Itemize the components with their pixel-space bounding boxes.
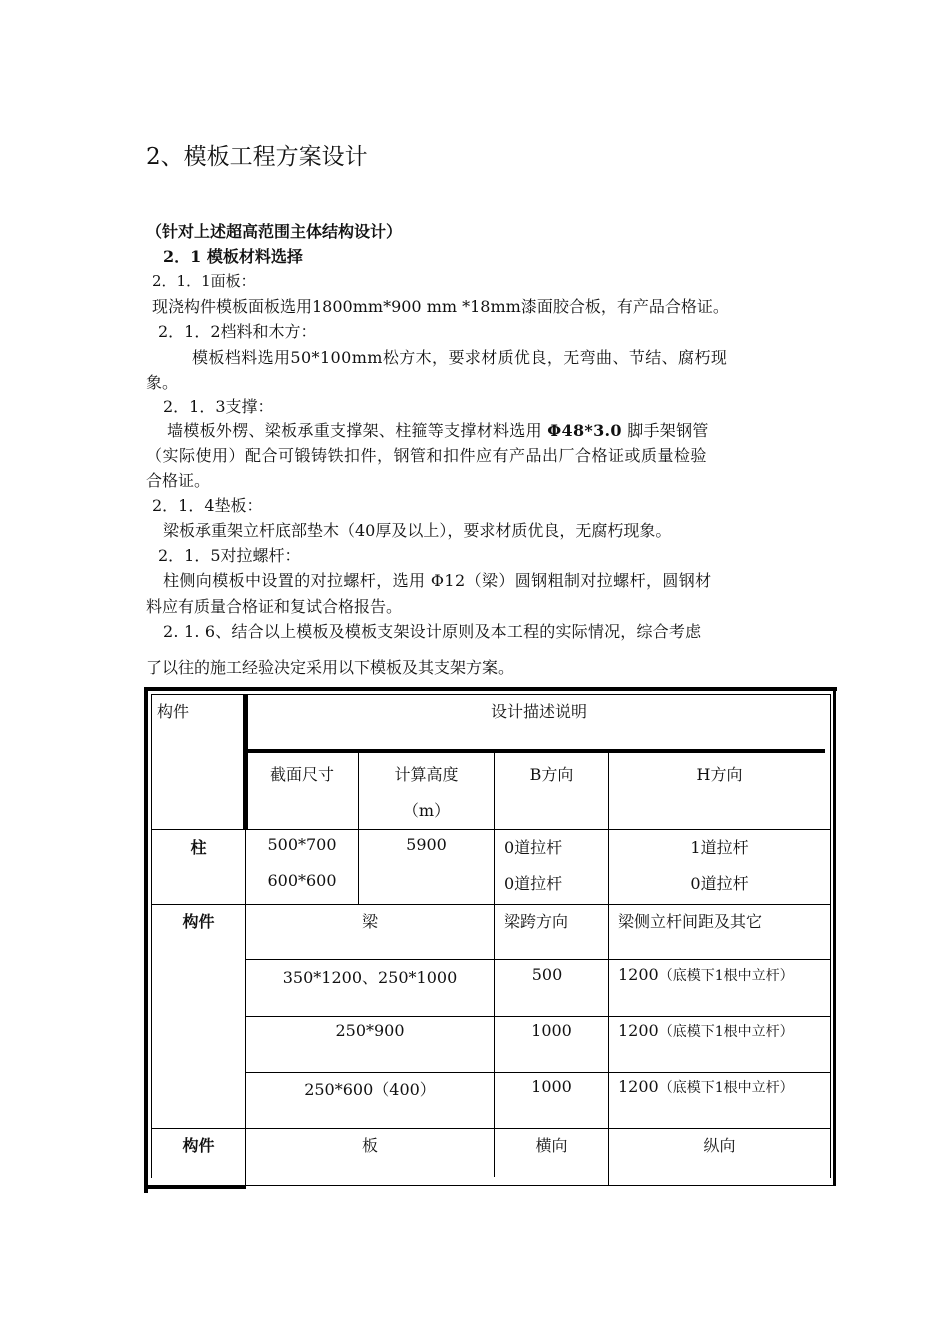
- support-text-b: 脚手架钢管: [627, 421, 709, 440]
- row-label-beam: 构件: [182, 912, 215, 931]
- item-body-timber-2: 象。: [146, 373, 179, 392]
- beam-span-3: 1000: [531, 1077, 572, 1096]
- column-height: 5900: [406, 835, 447, 854]
- scope-note: （针对上述超高范围主体结构设计）: [146, 222, 403, 241]
- item-title-panel: 2．1．1面板：: [152, 272, 256, 290]
- beam-size-3: 250*600（400）: [304, 1080, 436, 1099]
- formwork-table: [144, 687, 837, 1193]
- item-title-bolt: 2．1．5对拉螺杆：: [158, 546, 301, 565]
- row-line-5: [245, 1072, 831, 1073]
- beam-side-num-3: 1200: [618, 1077, 659, 1096]
- item-body-support-1: [167, 418, 709, 441]
- item-body-scheme: 了以往的施工经验决定采用以下模板及其支架方案。: [146, 658, 515, 677]
- beam-span-2: 1000: [531, 1021, 572, 1040]
- row-line-6: [151, 1128, 831, 1129]
- row-line-1: [151, 829, 831, 830]
- table-inner-top: [151, 694, 831, 695]
- item-title-pad: 2．1．4垫板：: [152, 496, 263, 515]
- slab-header-cross: 横向: [535, 1136, 568, 1155]
- row-label-column: 柱: [190, 838, 207, 857]
- item-title-scheme: 2. 1. 6、结合以上模板及模板支架设计原则及本工程的实际情况，综合考虑: [163, 622, 702, 641]
- header-calc-height: 计算高度: [394, 765, 459, 784]
- item-title-support: 2．1．3支撑：: [163, 397, 274, 416]
- table-border-left: [144, 687, 148, 1193]
- column-b-2: 0道拉杆: [504, 874, 563, 893]
- row-line-2: [151, 904, 831, 905]
- beam-size-2: 250*900: [335, 1021, 405, 1040]
- item-body-support-3: 合格证。: [146, 471, 211, 490]
- item-body-pad: 梁板承重架立杆底部垫木（40厚及以上），要求材质优良，无腐朽现象。: [163, 521, 672, 540]
- header-design-desc: 设计描述说明: [490, 702, 587, 721]
- beam-side-num-1: 1200: [618, 965, 659, 984]
- beam-side-note-1: （底模下1根中立杆）: [658, 968, 794, 984]
- header-section-size: 截面尺寸: [269, 765, 334, 784]
- beam-side-num-2: 1200: [618, 1021, 659, 1040]
- beam-size-1: 350*1200、250*1000: [282, 968, 458, 987]
- beam-header-side: 梁侧立杆间距及其它: [618, 912, 763, 931]
- table-border-bottom: [246, 1185, 836, 1186]
- beam-side-note-2: （底模下1根中立杆）: [658, 1024, 794, 1040]
- item-body-panel: 现浇构件模板面板选用1800mm*900 mm *18mm漆面胶合板，有产品合格证。: [152, 297, 729, 316]
- row-line-4: [245, 1016, 831, 1017]
- beam-side-3: [618, 1077, 794, 1097]
- header-calc-height-unit: （m）: [402, 801, 451, 820]
- beam-span-1: 500: [531, 965, 563, 984]
- item-body-timber-1: 模板档料选用50*100mm松方木，要求材质优良，无弯曲、节结、腐朽现: [192, 348, 728, 367]
- support-text-a: 墙模板外楞、梁板承重支撑架、柱箍等支撑材料选用: [167, 421, 542, 440]
- beam-header-span: 梁跨方向: [504, 912, 569, 931]
- column-size-2: 600*600: [267, 871, 337, 890]
- row-label-slab: 构件: [182, 1136, 215, 1155]
- header-h-direction: H方向: [696, 765, 743, 784]
- table-inner-right: [830, 694, 831, 1178]
- item-body-support-2: （实际使用）配合可锻铸铁扣件，钢管和扣件应有产品出厂合格证或质量检验: [146, 446, 708, 465]
- column-h-2: 0道拉杆: [690, 874, 749, 893]
- table-border-right: [833, 687, 836, 1186]
- item-body-bolt-1: 柱侧向模板中设置的对拉螺杆，选用 Φ12（梁）圆钢粗制对拉螺杆，圆钢材: [163, 571, 712, 590]
- header-b-direction: B方向: [529, 765, 574, 784]
- slab-header-name: 板: [361, 1136, 378, 1155]
- table-border-top: [144, 687, 837, 691]
- column-b-1: 0道拉杆: [504, 838, 563, 857]
- column-size-1: 500*700: [267, 835, 337, 854]
- slab-header-long: 纵向: [703, 1136, 736, 1155]
- section-heading: 2．1 模板材料选择: [163, 247, 303, 266]
- page-title: 2、模板工程方案设计: [146, 144, 368, 170]
- header-component: 构件: [157, 702, 190, 721]
- item-title-timber: 2．1．2档料和木方：: [158, 322, 317, 341]
- item-body-bolt-2: 料应有质量合格证和复试合格报告。: [146, 597, 403, 616]
- row-line-3: [245, 959, 831, 960]
- table-inner-left: [151, 694, 152, 1178]
- support-pipe-spec: Φ48*3.0: [547, 421, 622, 440]
- beam-side-note-3: （底模下1根中立杆）: [658, 1080, 794, 1096]
- header-divider-horizontal: [243, 749, 825, 753]
- beam-header-name: 梁: [361, 912, 378, 931]
- table-border-bottom-thick: [144, 1185, 246, 1189]
- beam-side-1: [618, 965, 794, 985]
- beam-side-2: [618, 1021, 794, 1041]
- col-line-4: [608, 753, 609, 1186]
- column-h-1: 1道拉杆: [690, 838, 749, 857]
